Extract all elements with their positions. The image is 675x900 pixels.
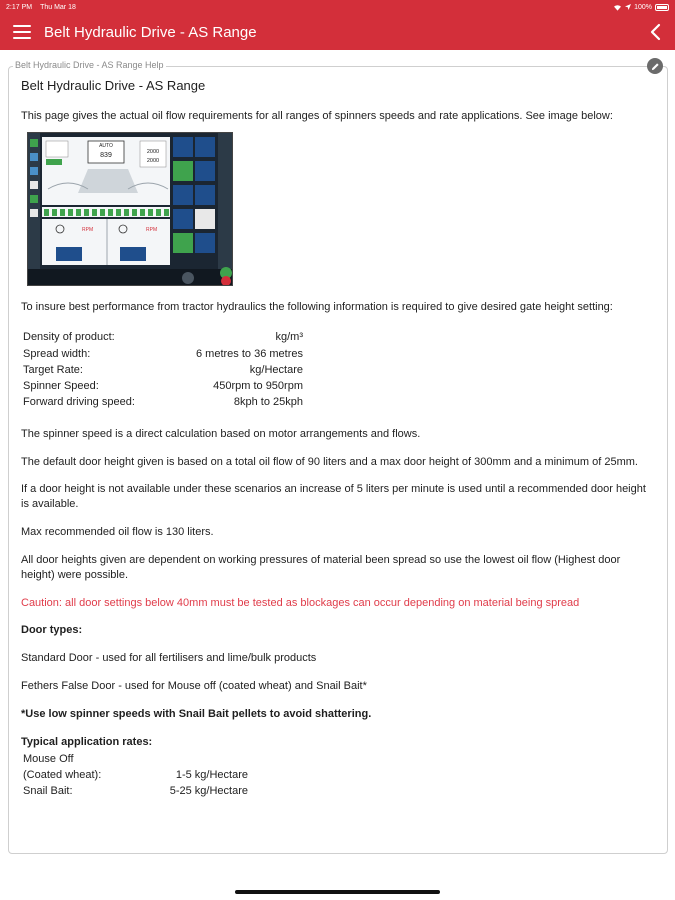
spinner-text: The spinner speed is a direct calculation based on motor arrangements and flows.	[21, 427, 421, 440]
rate-label: Snail Bait:	[23, 785, 73, 798]
snail-bait-note: *Use low spinner speeds with Snail Bait pellets to avoid shattering.	[21, 708, 372, 720]
door-types-heading: Door types:	[21, 624, 83, 637]
spec-value: 6 metres to 36 metres	[196, 347, 303, 360]
rate-row	[23, 783, 248, 799]
battery-percent: 100%	[634, 3, 652, 11]
rate-row	[23, 751, 248, 767]
spec-row	[23, 378, 303, 394]
standard-door-text: Standard Door - used for all fertilisers and lime/bulk products	[21, 652, 317, 665]
home-indicator[interactable]	[235, 890, 440, 894]
spec-value: kg/Hectare	[249, 363, 303, 376]
rate-value: 1-5 kg/Hectare	[175, 768, 248, 781]
spec-row	[23, 394, 303, 410]
unavailable-text: If a door height is not available under these scenarios an increase of 5 liters per minute is used until a recommended door height is available.	[21, 483, 646, 511]
rates-table	[23, 751, 248, 800]
help-content	[21, 77, 651, 800]
chevron-left-icon	[649, 23, 661, 41]
wifi-icon	[613, 4, 622, 11]
spec-value: kg/m³	[275, 331, 303, 344]
spec-row	[23, 346, 303, 362]
status-bar	[0, 0, 675, 14]
spec-label: Density of product:	[23, 331, 115, 344]
location-icon	[625, 4, 631, 10]
spec-value: 8kph to 25kph	[233, 396, 303, 409]
edit-button[interactable]	[647, 58, 663, 74]
pressures-text: All door heights given are dependent on working pressures of material been spread so use the lowest oil flow (Highest door height) were possible.	[21, 553, 621, 581]
status-date: Thu Mar 18	[40, 3, 76, 11]
spec-row	[23, 329, 303, 345]
help-card	[8, 60, 668, 854]
rate-value: 5-25 kg/Hectare	[169, 785, 248, 798]
max-flow-text: Max recommended oil flow is 130 liters.	[21, 526, 214, 539]
controller-screenshot	[27, 132, 233, 286]
page-title: Belt Hydraulic Drive - AS Range	[44, 23, 257, 41]
spec-value: 450rpm to 950rpm	[213, 380, 303, 393]
spec-label: Forward driving speed:	[23, 396, 135, 409]
screen-rpm-right: RPM	[146, 227, 158, 234]
menu-button[interactable]	[0, 14, 44, 50]
spec-label: Spinner Speed:	[23, 380, 99, 393]
screen-rpm-left: RPM	[82, 227, 94, 234]
spec-table	[23, 329, 303, 410]
intro-text: This page gives the actual oil flow requirements for all ranges of spinners speeds and rate applications. See image below:	[21, 109, 613, 122]
screen-rate-c: 2000	[146, 158, 160, 165]
spec-label: Spread width:	[23, 347, 91, 360]
app-bar	[0, 14, 675, 50]
spec-row	[23, 362, 303, 378]
pencil-icon	[651, 62, 660, 71]
spec-label: Target Rate:	[23, 363, 83, 376]
screen-auto-label: AUTO	[99, 143, 113, 150]
fethers-door-text: Fethers False Door - used for Mouse off (coated wheat) and Snail Bait*	[21, 680, 367, 693]
rates-heading: Typical application rates:	[21, 735, 153, 748]
hamburger-icon	[13, 25, 31, 39]
performance-text: To insure best performance from tractor hydraulics the following information is required to give desired gate height setting:	[21, 301, 613, 314]
rate-label: (Coated wheat):	[23, 768, 102, 781]
caution-text: Caution: all door settings below 40mm must be tested as blockages can occur depending on material being spread	[21, 596, 580, 609]
card-legend: Belt Hydraulic Drive - AS Range Help	[15, 60, 164, 70]
content-heading: Belt Hydraulic Drive - AS Range	[21, 78, 206, 93]
screen-rate-a: 839	[100, 152, 112, 160]
rate-value	[163, 751, 248, 767]
battery-icon	[655, 4, 669, 11]
screen-rate-b: 2000	[146, 149, 160, 156]
default-door-text: The default door height given is based on a total oil flow of 90 liters and a max door height of 300mm and a minimum of 25mm.	[21, 455, 638, 468]
rate-label: Mouse Off	[23, 752, 74, 765]
back-button[interactable]	[635, 14, 675, 50]
status-time: 2:17 PM	[6, 3, 33, 11]
rate-row	[23, 767, 248, 783]
controller-screenshot-graphic	[28, 133, 233, 286]
